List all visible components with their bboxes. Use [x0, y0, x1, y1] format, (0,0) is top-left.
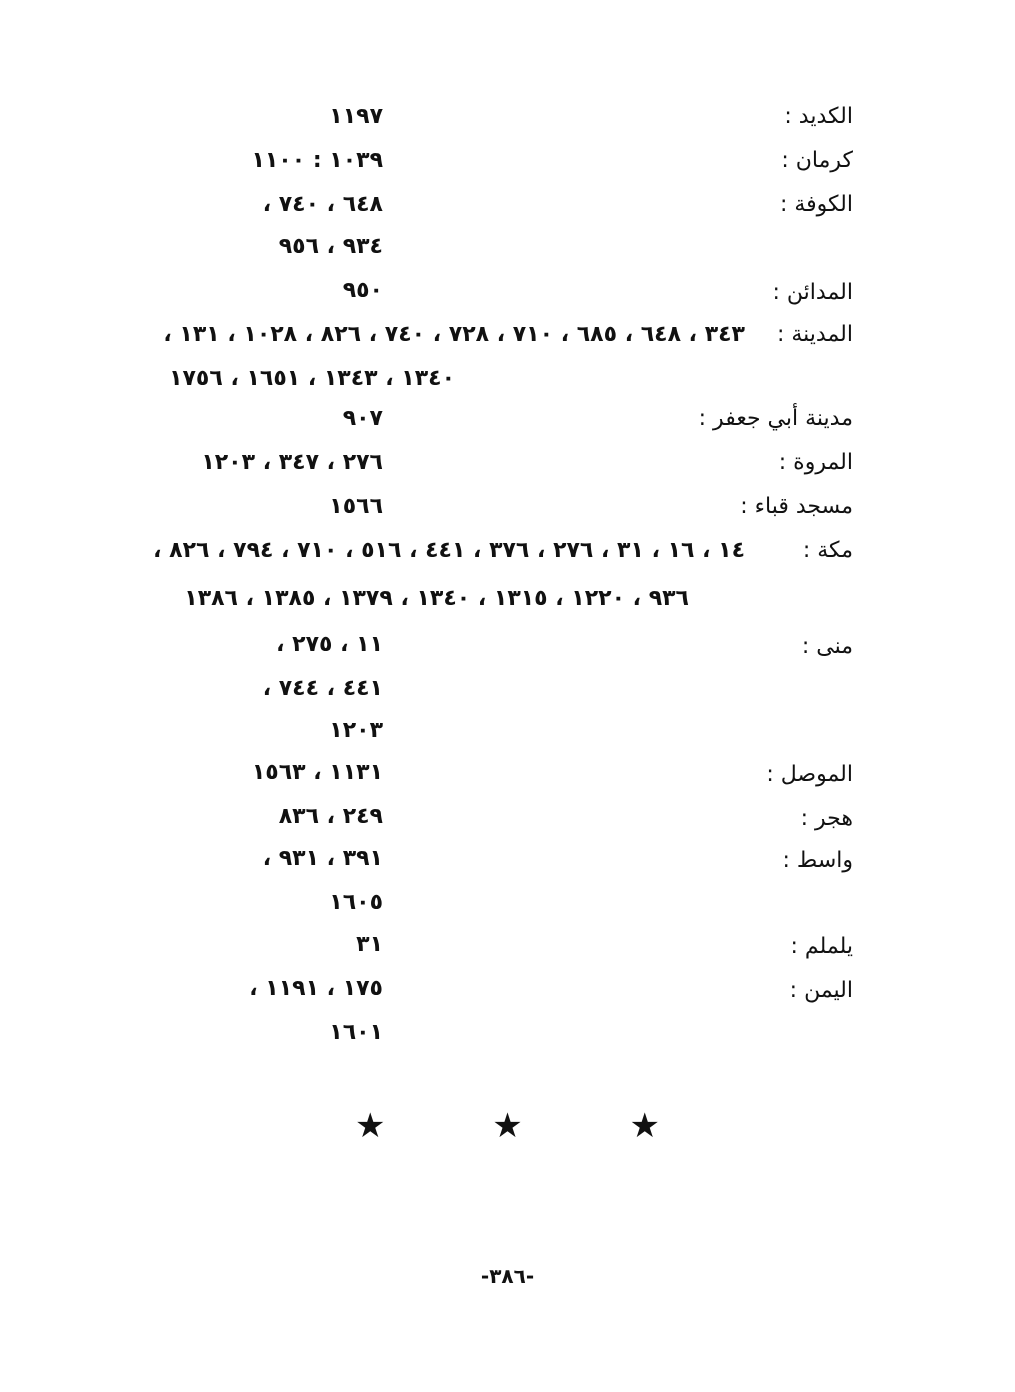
- page-references: ١١٩٧: [329, 104, 383, 129]
- entry-label: يلملم :: [790, 934, 853, 959]
- entry-label: واسط :: [782, 848, 853, 873]
- entry-label: مكة :: [802, 538, 853, 563]
- page-references: ٩٣٤ ، ٩٥٦: [278, 234, 383, 259]
- entry-label: المدائن :: [772, 280, 853, 305]
- page-references: ١٠٣٩ : ١١٠٠: [251, 148, 383, 173]
- section-ornament-stars: ★ ★ ★: [354, 1106, 709, 1146]
- page-references: ٣٩١ ، ٩٣١ ،: [262, 846, 383, 871]
- page-references: ٩٠٧: [342, 406, 383, 431]
- page-references: ١٣٤٠ ، ١٣٤٣ ، ١٦٥١ ، ١٧٥٦: [169, 366, 455, 391]
- entry-label: الكديد :: [784, 104, 853, 129]
- entry-label: مسجد قباء :: [740, 494, 853, 519]
- page-references: ١٥٦٦: [329, 494, 383, 519]
- page-references: ٣١: [356, 932, 383, 957]
- entry-label: الكوفة :: [779, 192, 853, 217]
- page-references: ٤٤١ ، ٧٤٤ ،: [262, 676, 383, 701]
- entry-label: منى :: [801, 634, 853, 659]
- entry-label: الموصل :: [766, 762, 853, 787]
- entry-label: المروة :: [778, 450, 853, 475]
- page-references: ١٢٠٣: [329, 718, 383, 743]
- entry-label: كرمان :: [781, 148, 853, 173]
- page-references: ١٧٥ ، ١١٩١ ،: [249, 976, 383, 1001]
- page-number: -٣٨٦-: [480, 1264, 535, 1288]
- page-references: ١١ ، ٢٧٥ ،: [276, 632, 383, 657]
- page-references: ٢٧٦ ، ٣٤٧ ، ١٢٠٣: [201, 450, 383, 475]
- page-references: ١٤ ، ١٦ ، ٣١ ، ٢٧٦ ، ٣٧٦ ، ٤٤١ ، ٥١٦ ، ٧١٠ ، ٧٩٤ ، ٨٢٦ ،: [153, 538, 745, 563]
- page-references: ٩٥٠: [342, 278, 383, 303]
- entry-label: هجر :: [800, 806, 853, 831]
- page-references: ٢٤٩ ، ٨٣٦: [278, 804, 383, 829]
- page-references: ٩٣٦ ، ١٢٢٠ ، ١٣١٥ ، ١٣٤٠ ، ١٣٧٩ ، ١٣٨٥ ، ١٣٨٦: [184, 586, 689, 611]
- page-references: ٦٤٨ ، ٧٤٠ ،: [262, 192, 383, 217]
- page-references: ١٦٠١: [329, 1020, 383, 1045]
- entry-label: مدينة أبي جعفر :: [698, 406, 853, 431]
- page-references: ٣٤٣ ، ٦٤٨ ، ٦٨٥ ، ٧١٠ ، ٧٢٨ ، ٧٤٠ ، ٨٢٦ ، ١٠٢٨ ، ١٣١ ،: [163, 322, 745, 347]
- page-references: ١٦٠٥: [329, 890, 383, 915]
- entry-label: المدينة :: [776, 322, 853, 347]
- page-references: ١١٣١ ، ١٥٦٣: [251, 760, 383, 785]
- entry-label: اليمن :: [789, 978, 853, 1003]
